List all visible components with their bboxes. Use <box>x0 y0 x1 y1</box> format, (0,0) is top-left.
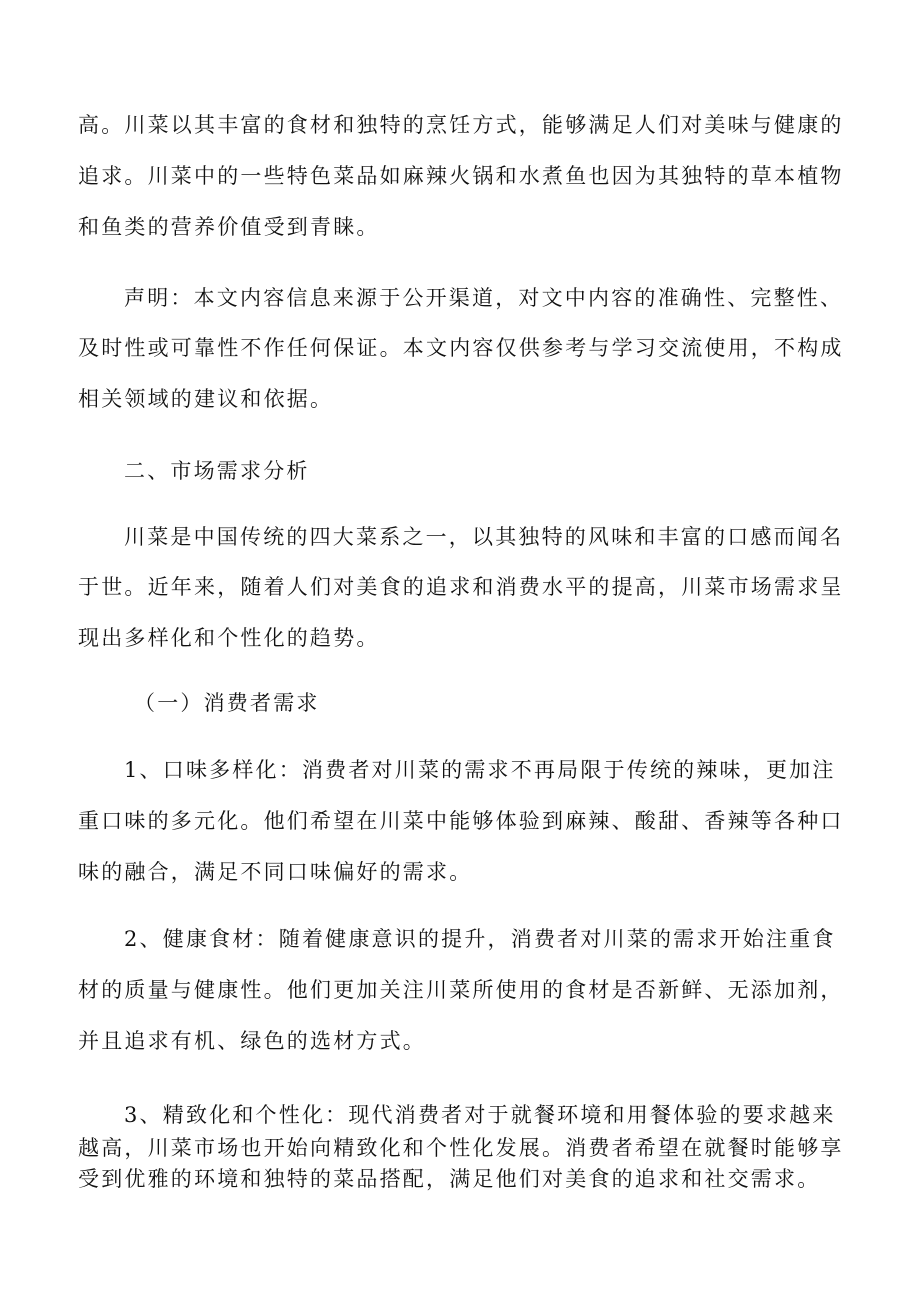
subsection-heading: （一）消费者需求 <box>134 691 320 715</box>
disclaimer-line: 相关领域的建议和依据。 <box>78 387 334 411</box>
list-item-line: 重口味的多元化。他们希望在川菜中能够体验到麻辣、酸甜、香辣等各种口 <box>78 809 844 833</box>
list-item-line: 越高，川菜市场也开始向精致化和个性化发展。消费者希望在就餐时能够享 <box>78 1136 844 1160</box>
paragraph-line: 川菜是中国传统的四大菜系之一，以其独特的风味和丰富的口感而闻名 <box>124 525 844 549</box>
paragraph-line: 高。川菜以其丰富的食材和独特的烹饪方式，能够满足人们对美味与健康的 <box>78 113 844 137</box>
disclaimer-line: 及时性或可靠性不作任何保证。本文内容仅供参考与学习交流使用，不构成 <box>78 336 844 360</box>
paragraph-line: 和鱼类的营养价值受到青睐。 <box>78 215 380 239</box>
list-item-line: 1、口味多样化：消费者对川菜的需求不再局限于传统的辣味，更加注 <box>124 758 836 782</box>
section-heading: 二、市场需求分析 <box>124 459 310 483</box>
disclaimer-line: 声明：本文内容信息来源于公开渠道，对文中内容的准确性、完整性、 <box>124 286 844 310</box>
paragraph-line: 现出多样化和个性化的趋势。 <box>78 626 380 650</box>
paragraph-line: 追求。川菜中的一些特色菜品如麻辣火锅和水煮鱼也因为其独特的草本植物 <box>78 164 844 188</box>
list-item-line: 并且追求有机、绿色的选材方式。 <box>78 1029 426 1053</box>
list-item-line: 材的质量与健康性。他们更加关注川菜所使用的食材是否新鲜、无添加剂， <box>78 978 844 1002</box>
paragraph-line: 于世。近年来，随着人们对美食的追求和消费水平的提高，川菜市场需求呈 <box>78 575 844 599</box>
list-item-line: 3、精致化和个性化：现代消费者对于就餐环境和用餐体验的要求越来 <box>124 1103 836 1127</box>
list-item-line: 2、健康食材：随着健康意识的提升，消费者对川菜的需求开始注重食 <box>124 927 836 951</box>
list-item-line: 味的融合，满足不同口味偏好的需求。 <box>78 860 473 884</box>
list-item-line: 受到优雅的环境和独特的菜品搭配，满足他们对美食的追求和社交需求。 <box>78 1167 821 1191</box>
